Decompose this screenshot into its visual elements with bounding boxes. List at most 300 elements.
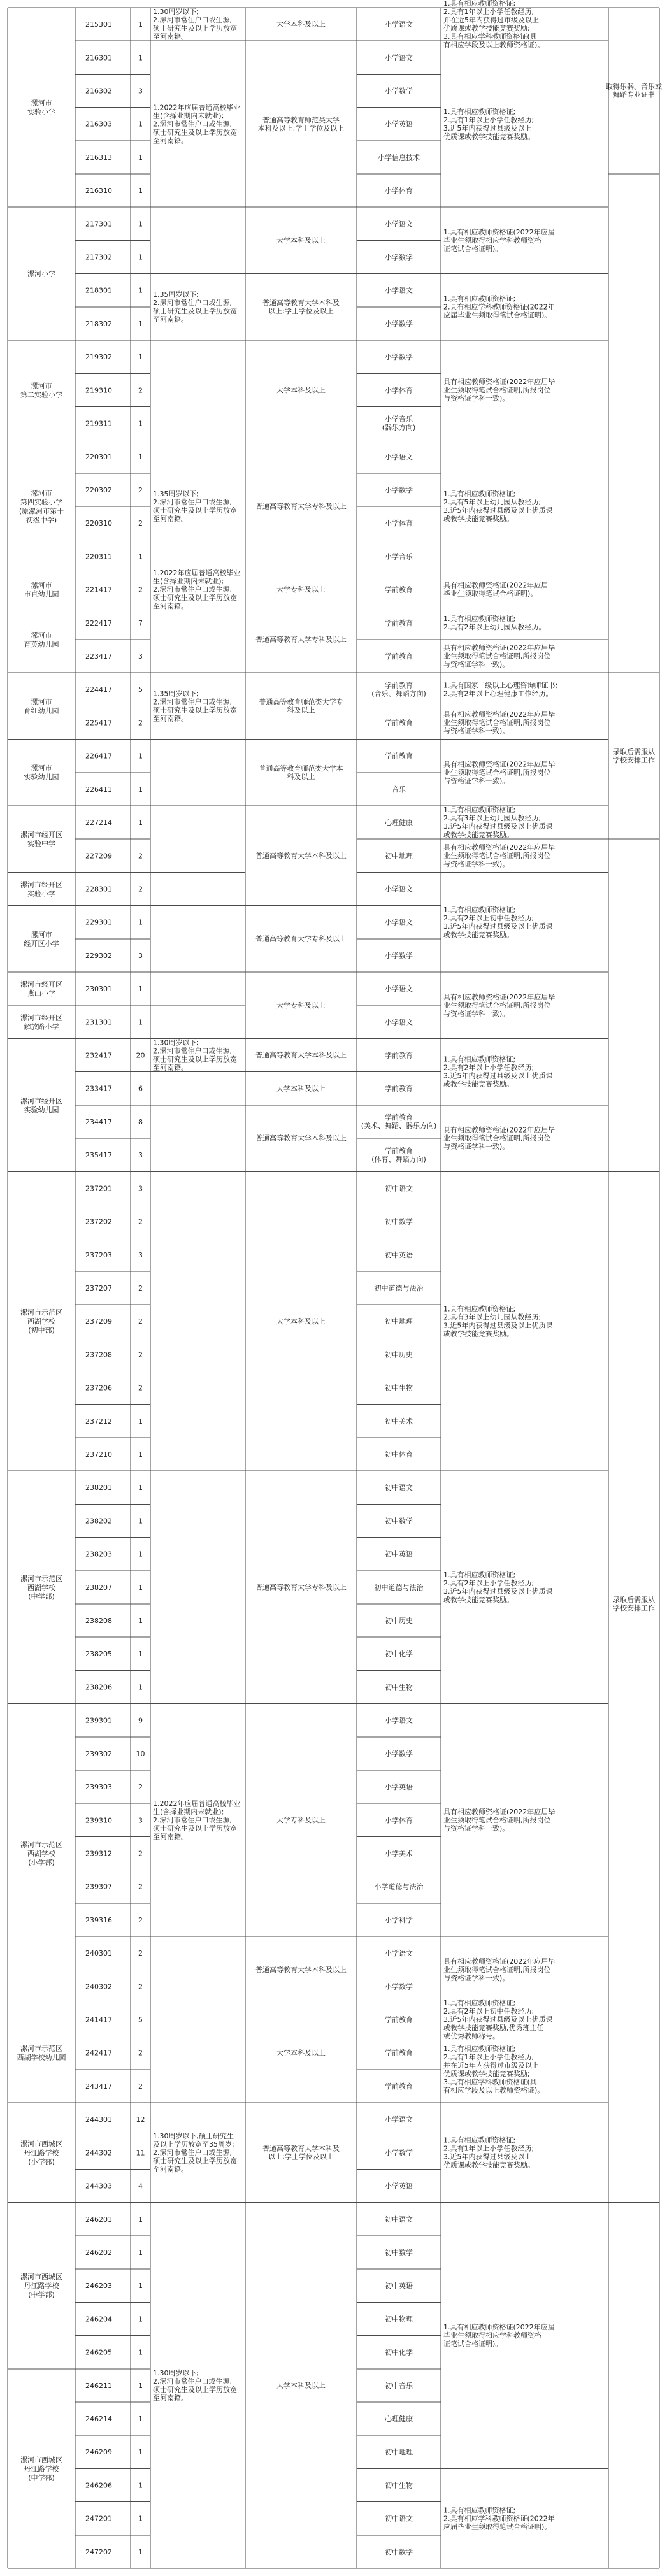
unit-name: 漯河市经开区燕山小学 (20, 980, 62, 998)
position-code: 246205 (85, 2348, 112, 2357)
hire-count: 2 (138, 1882, 143, 1891)
subject-name: 初中道德与法治 (374, 1583, 424, 1592)
hire-count: 1 (138, 985, 143, 994)
subject-name: 小学数学 (385, 951, 413, 960)
hire-count: 3 (138, 87, 143, 96)
subject-name: 初中语文 (385, 2514, 413, 2523)
position-code: 229301 (85, 918, 112, 927)
qualification-text: 具有相应教师资格证(2022年应届毕业生须取得笔试合格证明,所报岗位与资格证学科一致)。 (443, 1807, 556, 1833)
education-text: 普通高等教育大学专科及以上 (255, 934, 347, 943)
hire-count: 1 (138, 918, 143, 927)
position-code: 216313 (85, 153, 112, 162)
position-code: 218302 (85, 319, 112, 328)
education-text: 普通高等教育师范类大学本科及以上 (259, 764, 343, 781)
position-code: 246211 (85, 2381, 112, 2390)
subject-name: 小学语文 (385, 1018, 413, 1027)
hire-count: 4 (138, 2182, 143, 2191)
position-code: 239310 (85, 1816, 112, 1825)
qualification-text: 1.具有相应教师资格证; 2.具有相应学科教师资格证(2022年应届毕业生须取得笔试合格证明)。 (443, 2506, 555, 2531)
unit-name: 漯河市示范区西湖学校(初中部) (20, 1308, 62, 1335)
position-code: 247202 (85, 2547, 112, 2556)
position-code: 227209 (85, 852, 112, 861)
qualification-text: 具有相应教师资格证(2022年应届毕业生须取得笔试合格证明,所报岗位与资格证学科一致)。 (443, 643, 556, 669)
hire-count: 2 (138, 1982, 143, 1991)
position-code: 232417 (85, 1051, 112, 1060)
position-code: 239302 (85, 1749, 112, 1758)
hire-count: 1 (138, 253, 143, 262)
position-code: 237202 (85, 1217, 112, 1226)
hire-count: 1 (138, 2481, 143, 2490)
position-code: 216301 (85, 54, 112, 62)
qualification-text: 1.具有相应教师资格证; 2.具有1年以上小学任教经历,并在近5年内获得过市级及以上优质课或教学技能竞赛奖励; 3.具有相应学科教师资格证(具有相应学段及以上教师资格证)。 (443, 0, 545, 50)
position-code: 237206 (85, 1384, 112, 1392)
education-text: 大学本科及以上 (276, 236, 326, 245)
subject-name: 初中物理 (385, 2315, 413, 2324)
subject-name: 初中历史 (385, 1617, 413, 1626)
position-code: 237210 (85, 1450, 112, 1459)
subject-name: 初中英语 (385, 2282, 413, 2291)
subject-name: 初中美术 (385, 1417, 413, 1426)
position-code: 218301 (85, 286, 112, 295)
hire-count: 1 (138, 187, 143, 196)
subject-name: 小学体育 (385, 187, 413, 196)
subject-name: 小学语文 (385, 1949, 413, 1958)
qualification-text: 1.具有相应教师资格证; 2.具有2年以上小学任教经历; 3.近5年内获得过县级及以上优质课或教学技能竞赛奖励。 (443, 1055, 553, 1089)
position-code: 238205 (85, 1650, 112, 1659)
subject-name: 初中数学 (385, 2248, 413, 2257)
position-code: 237207 (85, 1284, 112, 1292)
hire-count: 5 (138, 2015, 143, 2024)
position-code: 246204 (85, 2315, 112, 2324)
qualification-text: 具有相应教师资格证(2022年应届毕业生须取得笔试合格证明,所报岗位与资格证学科一致)。 (443, 377, 556, 403)
subject-name: 小学音乐(器乐方向) (382, 415, 416, 432)
position-code: 237201 (85, 1184, 112, 1193)
subject-name: 小学科学 (385, 1915, 413, 1924)
subject-name: 初中地理 (385, 852, 413, 861)
hire-count: 2 (138, 852, 143, 861)
qualification-text: 1.具有相应教师资格证(2022年应届毕业生须取得相应学科教师资格证笔试合格证明)。 (443, 2323, 555, 2349)
education-text: 普通高等教育师范类大学本科及以上;学士学位及以上 (257, 115, 345, 132)
position-code: 222417 (85, 619, 112, 627)
position-code: 240302 (85, 1982, 112, 1991)
subject-name: 小学语文 (385, 1716, 413, 1725)
subject-name: 初中道德与法治 (374, 1284, 424, 1292)
education-text: 大学专科及以上 (276, 585, 326, 594)
position-code: 238202 (85, 1517, 112, 1526)
hire-count: 1 (138, 2448, 143, 2457)
subject-name: 小学体育 (385, 1816, 413, 1825)
position-code: 216302 (85, 87, 112, 96)
education-text: 普通高等教育师范类大学专科及以上 (259, 698, 343, 715)
qualification-text: 1.具有相应教师资格证; 2.具有2年以上初中任教经历; 3.近5年内获得过县级及以上优质课或教学技能竞赛奖励,优秀班主任或优秀教师称号。 (443, 1999, 553, 2041)
requirements-text: 1.30周岁以下; 2.漯河市常住户口或生源,硕士研究生及以上学历放宽至河南籍。 (153, 2368, 237, 2402)
unit-name: 漯河市西城区丹江路学校(小学部) (20, 2140, 62, 2166)
hire-count: 6 (138, 1084, 143, 1093)
subject-name: 初中语文 (385, 1484, 413, 1492)
education-text: 大学专科及以上 (276, 1815, 326, 1824)
hire-count: 1 (138, 353, 143, 362)
hire-count: 2 (138, 1949, 143, 1958)
qualification-text: 具有相应教师资格证(2022年应届毕业生须取得笔试合格证明)。 (443, 581, 549, 598)
unit-name: 漯河市实验小学 (27, 99, 55, 117)
unit-name: 漯河市示范区西湖学校(小学部) (20, 1840, 62, 1867)
requirements-text: 1.35周岁以下; 2.漯河市常住户口或生源,硕士研究生及以上学历放宽至河南籍。 (153, 290, 237, 324)
hire-count: 10 (136, 1749, 145, 1758)
unit-name: 漯河市经开区解放路小学 (20, 1013, 62, 1031)
hire-count: 1 (138, 286, 143, 295)
requirements-text: 1.35周岁以下; 2.漯河市常住户口或生源,硕士研究生及以上学历放宽至河南籍。 (153, 490, 237, 524)
hire-count: 1 (138, 2248, 143, 2257)
subject-name: 小学语文 (385, 2115, 413, 2124)
position-code: 229302 (85, 951, 112, 960)
education-text: 大学专科及以上 (276, 1001, 326, 1010)
unit-name: 漯河市第四实验小学(原漯河市第十初级中学) (18, 489, 64, 525)
hire-count: 1 (138, 785, 143, 794)
hire-count: 12 (136, 2115, 145, 2124)
hire-count: 1 (138, 120, 143, 129)
unit-name: 漯河市西城区丹江路学校(中学部) (20, 2456, 62, 2482)
hire-count: 11 (136, 2149, 145, 2157)
hire-count: 1 (138, 319, 143, 328)
education-text: 普通高等教育大学本科及以上 (255, 1965, 347, 1974)
hire-count: 1 (138, 2415, 143, 2424)
position-code: 216310 (85, 187, 112, 196)
subject-name: 学前教育 (385, 752, 413, 761)
subject-name: 初中数学 (385, 1517, 413, 1526)
qualification-text: 1.具有相应教师资格证; 2.具有2年以上初中任教经历; 3.近5年内获得过县级及以上优质课或教学技能竞赛奖励。 (443, 905, 553, 939)
position-code: 217302 (85, 253, 112, 262)
subject-name: 初中英语 (385, 1550, 413, 1559)
position-code: 246203 (85, 2282, 112, 2291)
education-text: 大学本科及以上 (276, 20, 326, 29)
hire-count: 1 (138, 54, 143, 62)
education-text: 大学本科及以上 (276, 1084, 326, 1093)
hire-count: 1 (138, 1450, 143, 1459)
unit-name: 漯河市经开区实验幼儿园 (20, 1096, 62, 1114)
position-code: 244301 (85, 2115, 112, 2124)
position-code: 246209 (85, 2448, 112, 2457)
subject-name: 小学数学 (385, 353, 413, 362)
hire-count: 5 (138, 685, 143, 694)
qualification-text: 1.具有相应教师资格证; 2.具有3年以上幼儿园从教经历; 3.近5年内获得过县级及以上优质课或教学技能竞赛奖励。 (443, 806, 553, 840)
position-code: 247201 (85, 2514, 112, 2523)
subject-name: 学前教育 (385, 719, 413, 727)
subject-name: 学前教育 (385, 2082, 413, 2091)
hire-count: 2 (138, 1350, 143, 1359)
position-code: 217301 (85, 220, 112, 229)
position-code: 246206 (85, 2481, 112, 2490)
qualification-text: 1.具有相应教师资格证; 2.具有2年以上幼儿园从教经历。 (443, 614, 546, 631)
position-code: 240301 (85, 1949, 112, 1958)
position-code: 239303 (85, 1783, 112, 1792)
hire-count: 2 (138, 1217, 143, 1226)
subject-name: 初中生物 (385, 1683, 413, 1692)
education-text: 大学本科及以上 (276, 385, 326, 394)
hire-count: 1 (138, 1617, 143, 1626)
position-code: 238207 (85, 1583, 112, 1592)
hire-count: 1 (138, 1517, 143, 1526)
qualification-text: 1.具有相应教师资格证; 2.具有3年以上幼儿园从教经历; 3.近5年内获得过县级及以上优质课或教学技能竞赛奖励。 (443, 1305, 553, 1338)
position-code: 234417 (85, 1117, 112, 1126)
unit-name: 漯河市育红幼儿园 (24, 698, 59, 715)
hire-count: 3 (138, 1816, 143, 1825)
requirements-text: 1.35周岁以下; 2.漯河市常住户口或生源,硕士研究生及以上学历放宽至河南籍。 (153, 689, 237, 723)
position-code: 221417 (85, 585, 112, 594)
hire-count: 2 (138, 1317, 143, 1326)
position-code: 244302 (85, 2149, 112, 2157)
hire-count: 1 (138, 819, 143, 827)
subject-name: 学前教育 (385, 2015, 413, 2024)
subject-name: 小学英语 (385, 2182, 413, 2191)
subject-name: 初中英语 (385, 1250, 413, 1259)
hire-count: 3 (138, 951, 143, 960)
requirements-text: 1.30周岁以下; 2.漯河市常住户口或生源,硕士研究生及以上学历放宽至河南籍。 (153, 8, 237, 41)
position-code: 239312 (85, 1849, 112, 1858)
subject-name: 小学音乐 (385, 552, 413, 561)
position-code: 215301 (85, 20, 112, 29)
hire-count: 1 (138, 20, 143, 29)
hire-count: 1 (138, 419, 143, 428)
subject-name: 学前教育 (385, 619, 413, 627)
hire-count: 1 (138, 2514, 143, 2523)
hire-count: 1 (138, 1550, 143, 1559)
subject-name: 小学数学 (385, 2149, 413, 2157)
hire-count: 9 (138, 1716, 143, 1725)
education-text: 普通高等教育大学专科及以上 (255, 502, 347, 511)
hire-count: 2 (138, 1783, 143, 1792)
position-code: 237208 (85, 1350, 112, 1359)
position-code: 237203 (85, 1250, 112, 1259)
position-code: 227214 (85, 819, 112, 827)
hire-count: 2 (138, 1384, 143, 1392)
hire-count: 20 (136, 1051, 145, 1060)
unit-name: 漯河市示范区西湖学校(中学部) (20, 1574, 62, 1601)
position-code: 238203 (85, 1550, 112, 1559)
subject-name: 小学语文 (385, 885, 413, 894)
position-code: 225417 (85, 719, 112, 727)
qualification-text: 1.具有相应教师资格证(2022年应届毕业生须取得相应学科教师资格证笔试合格证明)。 (443, 228, 555, 254)
unit-name: 漯河市经开区实验中学 (20, 831, 62, 848)
hire-count: 1 (138, 1417, 143, 1426)
position-code: 230301 (85, 985, 112, 994)
qualification-text: 1.具有相应教师资格证; 2.具有1年以上小学任教经历,并在近5年内获得过市级及以上优质课或教学技能竞赛奖励; 3.具有相应学科教师资格证(具有相应学段及以上教师资格证)。 (443, 2044, 545, 2094)
education-text: 大学本科及以上 (276, 1317, 326, 1326)
subject-name: 小学语文 (385, 20, 413, 29)
subject-name: 音乐 (392, 785, 406, 794)
unit-name: 漯河市经开区小学 (24, 930, 59, 948)
qualification-text: 具有相应教师资格证(2022年应届毕业生须取得笔试合格证明,所报岗位与资格证学科一致)。 (443, 760, 556, 785)
hire-count: 2 (138, 885, 143, 894)
position-code: 241417 (85, 2015, 112, 2024)
unit-name: 漯河市实验幼儿园 (24, 764, 59, 782)
subject-name: 小学数学 (385, 319, 413, 328)
hire-count: 2 (138, 519, 143, 528)
hire-count: 2 (138, 1284, 143, 1292)
qualification-text: 1.具有相应教师资格证; 2.具有相应学科教师资格证(2022年应届毕业生须取得笔试合格证明)。 (443, 294, 555, 320)
subject-name: 小学英语 (385, 1783, 413, 1792)
hire-count: 1 (138, 1683, 143, 1692)
subject-name: 小学体育 (385, 386, 413, 395)
subject-name: 初中地理 (385, 1317, 413, 1326)
subject-name: 初中地理 (385, 2448, 413, 2457)
hire-count: 1 (138, 2282, 143, 2291)
subject-name: 小学体育 (385, 519, 413, 528)
subject-name: 小学语文 (385, 220, 413, 229)
subject-name: 小学语文 (385, 286, 413, 295)
education-text: 普通高等教育大学本科及以上 (255, 1134, 347, 1143)
position-code: 220302 (85, 485, 112, 494)
hire-count: 1 (138, 1583, 143, 1592)
subject-name: 学前教育 (385, 1084, 413, 1093)
requirements-text: 1.2022年应届普通高校毕业生(含择业期内未就业); 2.漯河市常住户口或生源,硕士研究生及以上学历放宽至河南籍。 (153, 103, 241, 145)
position-code: 238201 (85, 1484, 112, 1492)
position-code: 220301 (85, 452, 112, 461)
qualification-text: 1.具有国家二级以上心理咨询师证书; 2.具有2年以上心理健康工作经历。 (443, 681, 558, 698)
position-code: 219302 (85, 353, 112, 362)
requirements-text: 1.30周岁以下,硕士研究生及以上学历放宽至35周岁; 2.漯河市常住户口或生源,硕士研究生及以上学历放宽至河南籍。 (153, 2132, 237, 2174)
unit-name: 漯河市第二实验小学 (20, 382, 62, 399)
position-code: 242417 (85, 2049, 112, 2057)
subject-name: 小学数学 (385, 1982, 413, 1991)
hire-count: 1 (138, 2315, 143, 2324)
requirements-text: 1.2022年应届普通高校毕业生(含择业期内未就业); 2.漯河市常住户口或生源,硕士研究生及以上学历放宽至河南籍。 (153, 569, 241, 611)
unit-name: 漯河小学 (27, 269, 55, 278)
subject-name: 初中化学 (385, 1650, 413, 1659)
hire-count: 1 (138, 1018, 143, 1027)
subject-name: 初中音乐 (385, 2381, 413, 2390)
position-code: 238208 (85, 1617, 112, 1626)
hire-count: 1 (138, 2348, 143, 2357)
position-code: 244303 (85, 2182, 112, 2191)
subject-name: 初中数学 (385, 2547, 413, 2556)
position-code: 235417 (85, 1151, 112, 1160)
hire-count: 1 (138, 752, 143, 761)
position-code: 224417 (85, 685, 112, 694)
hire-count: 2 (138, 719, 143, 727)
position-code: 219310 (85, 386, 112, 395)
subject-name: 学前教育(体育、舞蹈方向) (371, 1147, 426, 1164)
position-code: 233417 (85, 1084, 112, 1093)
subject-name: 小学信息技术 (378, 153, 420, 162)
position-code: 238206 (85, 1683, 112, 1692)
position-code: 239316 (85, 1915, 112, 1924)
position-code: 237212 (85, 1417, 112, 1426)
requirements-text: 1.2022年应届普通高校毕业生(含择业期内未就业); 2.漯河市常住户口或生源,硕士研究生及以上学历放宽至河南籍。 (153, 1799, 241, 1841)
hire-count: 1 (138, 1650, 143, 1659)
subject-name: 初中历史 (385, 1350, 413, 1359)
position-code: 239301 (85, 1716, 112, 1725)
qualification-text: 1.具有相应教师资格证; 2.具有1年以上小学任教经历; 3.近5年内获得过县级及以上优质课或教学技能竞赛奖励。 (443, 2136, 534, 2170)
remark-text: 取得乐器、音乐或舞蹈专业证书 (606, 82, 662, 99)
qualification-text: 具有相应教师资格证(2022年应届毕业生须取得笔试合格证明,所报岗位与资格证学科一致)。 (443, 1126, 556, 1151)
hire-count: 2 (138, 2049, 143, 2057)
qualification-text: 具有相应教师资格证(2022年应届毕业生须取得笔试合格证明,所报岗位与资格证学科一致)。 (443, 992, 556, 1018)
hire-count: 1 (138, 2547, 143, 2556)
education-text: 普通高等教育大学本科及以上 (255, 1051, 347, 1060)
hire-count: 3 (138, 652, 143, 661)
subject-name: 小学美术 (385, 1849, 413, 1858)
subject-name: 小学语文 (385, 985, 413, 994)
unit-name: 漯河市育英幼儿园 (24, 631, 59, 648)
subject-name: 学前教育 (385, 1051, 413, 1060)
qualification-text: 具有相应教师资格证(2022年应届毕业生须取得笔试合格证明,所报岗位与资格证学科一致)。 (443, 710, 556, 736)
qualification-text: 具有相应教师资格证(2022年应届毕业生须取得笔试合格证明,所报岗位与资格证学科一致)。 (443, 1957, 556, 1982)
hire-count: 1 (138, 552, 143, 561)
education-text: 大学本科及以上 (276, 2049, 326, 2057)
table-cells (17, 0, 663, 2556)
hire-count: 1 (138, 220, 143, 229)
hire-count: 3 (138, 1151, 143, 1160)
hire-count: 3 (138, 1250, 143, 1259)
hire-count: 1 (138, 2381, 143, 2390)
subject-name: 心理健康 (385, 2415, 413, 2424)
subject-name: 小学数学 (385, 1749, 413, 1758)
subject-name: 初中数学 (385, 1217, 413, 1226)
education-text: 普通高等教育大学专科及以上 (255, 635, 347, 644)
hire-count: 1 (138, 2215, 143, 2224)
position-code: 220310 (85, 519, 112, 528)
qualification-text: 1.具有相应教师资格证; 2.具有2年以上小学任教经历; 3.近5年内获得过县级及以上优质课或教学技能竞赛奖励。 (443, 1570, 553, 1604)
subject-name: 心理健康 (385, 819, 413, 827)
hire-count: 7 (138, 619, 143, 627)
hire-count: 2 (138, 2082, 143, 2091)
remark-text: 录取后需服从学校安排工作 (613, 747, 655, 764)
qualification-text: 1.具有相应教师资格证; 2.具有5年以上幼儿园从教经历; 3.近5年内获得过县级及以上优质课或教学技能竞赛奖励。 (443, 490, 553, 524)
position-code: 239307 (85, 1882, 112, 1891)
education-text: 普通高等教育大学本科及以上;学士学位及以上 (262, 2144, 340, 2161)
position-code: 228301 (85, 885, 112, 894)
subject-name: 学前教育(美术、舞蹈、器乐方向) (361, 1113, 437, 1131)
subject-name: 小学英语 (385, 120, 413, 129)
education-text: 普通高等教育大学本科及以上;学士学位及以上 (262, 298, 340, 315)
subject-name: 小学语文 (385, 452, 413, 461)
subject-name: 小学数学 (385, 87, 413, 96)
position-code: 220311 (85, 552, 112, 561)
subject-name: 小学数学 (385, 253, 413, 262)
unit-name: 漯河市经开区实验小学 (20, 880, 62, 898)
hire-count: 2 (138, 485, 143, 494)
subject-name: 小学道德与法治 (374, 1882, 424, 1891)
subject-name: 小学语文 (385, 54, 413, 62)
subject-name: 小学数学 (385, 485, 413, 494)
education-text: 大学本科及以上 (276, 2381, 326, 2390)
hire-count: 1 (138, 452, 143, 461)
subject-name: 学前教育 (385, 652, 413, 661)
position-code: 246201 (85, 2215, 112, 2224)
position-code: 216303 (85, 120, 112, 129)
unit-name: 漯河市西城区丹江路学校(中学部) (20, 2273, 62, 2300)
unit-name: 漯河市市直幼儿园 (24, 581, 59, 599)
hire-count: 3 (138, 1184, 143, 1193)
hire-count: 2 (138, 1849, 143, 1858)
subject-name: 初中生物 (385, 1384, 413, 1392)
position-code: 246214 (85, 2415, 112, 2424)
subject-name: 初中化学 (385, 2348, 413, 2357)
hire-count: 1 (138, 1484, 143, 1492)
subject-name: 学前教育 (385, 585, 413, 594)
education-text: 普通高等教育大学本科及以上 (255, 851, 347, 860)
subject-name: 初中体育 (385, 1450, 413, 1459)
position-code: 246202 (85, 2248, 112, 2257)
hire-count: 8 (138, 1117, 143, 1126)
subject-name: 初中生物 (385, 2481, 413, 2490)
hire-count: 2 (138, 386, 143, 395)
position-code: 243417 (85, 2082, 112, 2091)
qualification-text: 具有相应教师资格证(2022年应届毕业生须取得笔试合格证明,所报岗位与资格证学科一致)。 (443, 843, 556, 868)
requirements-text: 1.30周岁以下; 2.漯河市常住户口或生源,硕士研究生及以上学历放宽至河南籍。 (153, 1038, 237, 1072)
subject-name: 小学语文 (385, 918, 413, 927)
position-code: 231301 (85, 1018, 112, 1027)
